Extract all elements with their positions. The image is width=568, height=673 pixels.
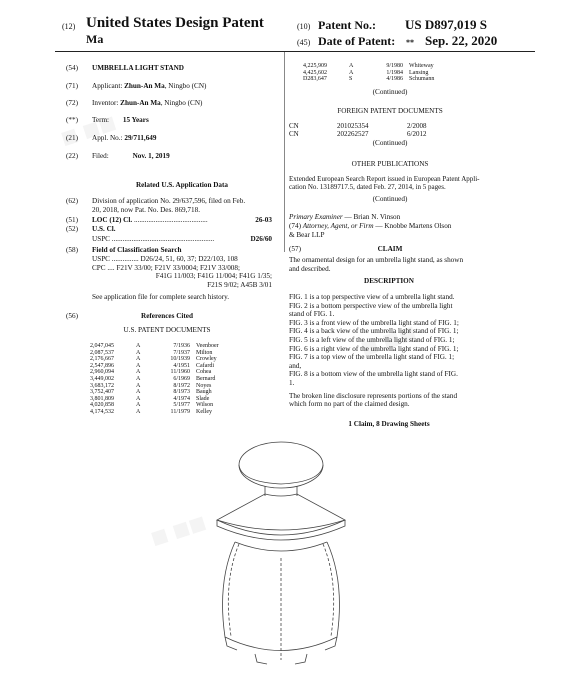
claim-line: The ornamental design for an umbrella light stand, as shown xyxy=(289,256,464,264)
filed-label: Filed: xyxy=(92,152,109,160)
search-line: F41G 11/003; F41G 11/004; F41G 1/35; xyxy=(155,272,272,281)
foreign-references-list xyxy=(289,122,426,138)
appl-no-label: Appl. No.: xyxy=(92,134,123,142)
reference-row: 2,047,045 A 7/1936 Veenboer xyxy=(90,343,219,349)
search-line: USPC ............... D26/24, 51, 60, 37; D22/103, 108 xyxy=(92,255,238,263)
attorney-name-cont: & Bear LLP xyxy=(289,230,325,239)
desc-line: FIG. 2 is a bottom perspective view of the umbrella light xyxy=(289,301,453,310)
appl-no-value: 29/711,649 xyxy=(124,134,157,142)
code-term: (**) xyxy=(66,116,78,124)
desc-line: and, xyxy=(289,361,302,370)
us-docs-heading: U.S. PATENT DOCUMENTS xyxy=(123,326,211,334)
reference-row: 2,087,537 A 7/1937 Milton xyxy=(90,349,213,356)
body-line xyxy=(228,544,239,636)
code-10: (10) xyxy=(297,22,311,31)
inventor-surname: Ma xyxy=(86,32,104,46)
other-publications-heading: OTHER PUBLICATIONS xyxy=(351,160,429,168)
claim-heading: CLAIM xyxy=(377,245,403,253)
loc-class-field xyxy=(92,216,272,225)
applicant-name: Zhun-An Ma xyxy=(124,82,165,90)
desc-line: FIG. 8 is a bottom view of the umbrella light stand of FIG. xyxy=(289,370,458,379)
desc-line: FIG. 4 is a back view of the umbrella light stand of FIG. 1; xyxy=(289,327,459,336)
code-62: (62) xyxy=(66,197,78,205)
reference-row: 3,752,407 A 8/1973 Baugh xyxy=(90,389,212,396)
desc-line: FIG. 1 is a top perspective view of a umbrella light stand. xyxy=(289,293,455,301)
attorney-name: — Knobbe Martens Olson xyxy=(373,222,452,230)
reference-row: 3,449,002 A 6/1969 Bernard xyxy=(90,375,216,382)
reference-row: 3,683,172 A 8/1972 Noyes xyxy=(90,382,212,389)
claims-and-sheets: 1 Claim, 8 Drawing Sheets xyxy=(348,420,430,428)
pub-line: cation No. 13189717.5, dated Feb. 27, 2014, in 5 pages. xyxy=(289,183,446,191)
uspc-field xyxy=(92,235,272,244)
body-top xyxy=(235,542,327,551)
field-search-label: Field of Classification Search xyxy=(92,246,182,254)
examiner-name: — Brian N. Vinson xyxy=(342,213,401,221)
term-value: 15 Years xyxy=(122,116,149,124)
division-field xyxy=(92,197,245,214)
foreign-ref-row: CN 202262527 6/2012 xyxy=(289,130,427,138)
related-data-heading: Related U.S. Application Data xyxy=(135,181,229,189)
examiner-label: Primary Examiner xyxy=(289,213,343,221)
foreign-ref-row: CN 201025354 2/2008 xyxy=(289,122,427,130)
us-references-list xyxy=(90,343,256,416)
code-21: (21) xyxy=(66,134,78,142)
code-54: (54) xyxy=(66,64,78,72)
header-rule xyxy=(55,51,535,52)
inventor-field xyxy=(92,99,202,108)
code-56: (56) xyxy=(66,312,78,320)
column-divider xyxy=(284,52,285,252)
applicant-field xyxy=(92,82,206,91)
other-publications-text xyxy=(289,175,480,191)
desc-line: FIG. 6 is a right view of the umbrella light stand of FIG. 1; xyxy=(289,344,459,353)
reference-row: 4,225,909 A 9/1980 Whiteway xyxy=(303,63,434,69)
primary-examiner xyxy=(289,213,400,222)
desc-line: which form no part of the claimed design. xyxy=(289,400,410,409)
code-52: (52) xyxy=(66,225,78,233)
search-history-note: See application file for complete search history. xyxy=(92,293,230,301)
reference-row: 4,020,858 A 5/1977 Wilson xyxy=(90,402,214,409)
patent-date: Sep. 22, 2020 xyxy=(425,33,498,48)
leader-dots: ......................................................... xyxy=(111,235,215,243)
code-74: (74) xyxy=(289,222,301,230)
date-marker: ** xyxy=(406,38,414,47)
patent-number: US D897,019 S xyxy=(405,17,487,32)
code-45: (45) xyxy=(297,38,311,47)
leader-dots: ......................................... xyxy=(133,216,208,224)
body-line xyxy=(323,544,334,636)
description-heading: DESCRIPTION xyxy=(364,277,414,285)
division-line: Division of application No. 29/637,596, filed on Feb. xyxy=(92,197,246,205)
inventor-label: Inventor: xyxy=(92,99,119,107)
applicant-label: Applicant: xyxy=(92,82,123,90)
code-12: (12) xyxy=(62,22,76,31)
uspc-label: USPC xyxy=(92,235,110,243)
code-71: (71) xyxy=(66,82,78,90)
loc-class-value: 26-03 xyxy=(255,216,272,224)
patent-number-label: Patent No.: xyxy=(318,18,376,32)
division-line: 20, 2018, now Pat. No. Des. 869,718. xyxy=(92,205,201,214)
reference-row: 3,801,809 A 4/1974 Slade xyxy=(90,395,210,402)
desc-line: The broken line disclosure represents portions of the stand xyxy=(289,391,458,400)
reference-row: 4,174,532 A 11/1979 Kelley xyxy=(90,408,212,415)
desc-line: 1. xyxy=(289,378,295,387)
continued-note: (Continued) xyxy=(372,88,408,96)
inventor-location: , Ningbo (CN) xyxy=(160,99,203,107)
code-72: (72) xyxy=(66,99,78,107)
uspc-value: D26/60 xyxy=(250,235,272,243)
code-57: (57) xyxy=(289,245,301,253)
appl-no-field xyxy=(92,134,157,143)
reference-row: 2,176,667 A 10/1939 Crowley xyxy=(90,356,217,363)
claim-text xyxy=(289,256,463,273)
continued-note: (Continued) xyxy=(372,195,408,203)
reference-row: 2,960,094 A 11/1960 Cohea xyxy=(90,369,212,376)
umbrella-light-stand-drawing xyxy=(195,432,365,668)
date-label: Date of Patent: xyxy=(318,34,396,48)
top-cap-ellipse xyxy=(239,442,323,488)
continued-note: (Continued) xyxy=(372,139,408,147)
attorney-label: Attorney, Agent, or Firm xyxy=(302,222,374,230)
references-cited-heading: References Cited xyxy=(141,312,193,320)
claim-line: and described. xyxy=(289,264,331,273)
loc-class-label: LOC (12) Cl. xyxy=(92,216,133,224)
design-title: UMBRELLA LIGHT STAND xyxy=(92,64,184,72)
search-line: F21S 9/02; A45B 3/01 xyxy=(207,280,272,289)
attorney-field xyxy=(289,222,451,239)
reference-row: D283,647 S 4/1986 Schumann xyxy=(303,76,435,83)
pub-line: Extended European Search Report issued in European Patent Appli- xyxy=(289,175,480,183)
term-field xyxy=(92,116,149,125)
filed-field xyxy=(92,152,170,161)
us-cl-label: U.S. Cl. xyxy=(92,225,116,233)
code-22: (22) xyxy=(66,152,78,160)
reference-row: 2,547,896 A 4/1951 Cafardi xyxy=(90,362,214,369)
desc-line: stand of FIG. 1. xyxy=(289,310,335,319)
code-51: (51) xyxy=(66,216,78,224)
desc-line: FIG. 5 is a left view of the umbrella light stand of FIG. 1; xyxy=(289,335,455,344)
applicant-location: , Ningbo (CN) xyxy=(164,82,207,90)
term-label: Term: xyxy=(92,116,110,124)
foreign-docs-heading: FOREIGN PATENT DOCUMENTS xyxy=(337,107,443,115)
search-line: CPC .... F21V 33/00; F21V 33/0004; F21V 33/008; xyxy=(92,263,240,272)
desc-line: FIG. 3 is a front view of the umbrella light stand of FIG. 1; xyxy=(289,318,459,327)
upper-cone xyxy=(217,494,345,530)
inventor-name: Zhun-An Ma xyxy=(120,99,161,107)
code-58: (58) xyxy=(66,246,78,254)
desc-line: FIG. 7 is a top view of the umbrella light stand of FIG. 1; xyxy=(289,353,455,362)
us-references-continued xyxy=(303,63,469,83)
search-lines xyxy=(92,255,272,289)
filed-value: Nov. 1, 2019 xyxy=(132,152,170,160)
document-title: United States Design Patent xyxy=(86,15,264,31)
reference-row: 4,425,602 A 1/1984 Lansing xyxy=(303,69,429,76)
description-text xyxy=(289,293,534,409)
